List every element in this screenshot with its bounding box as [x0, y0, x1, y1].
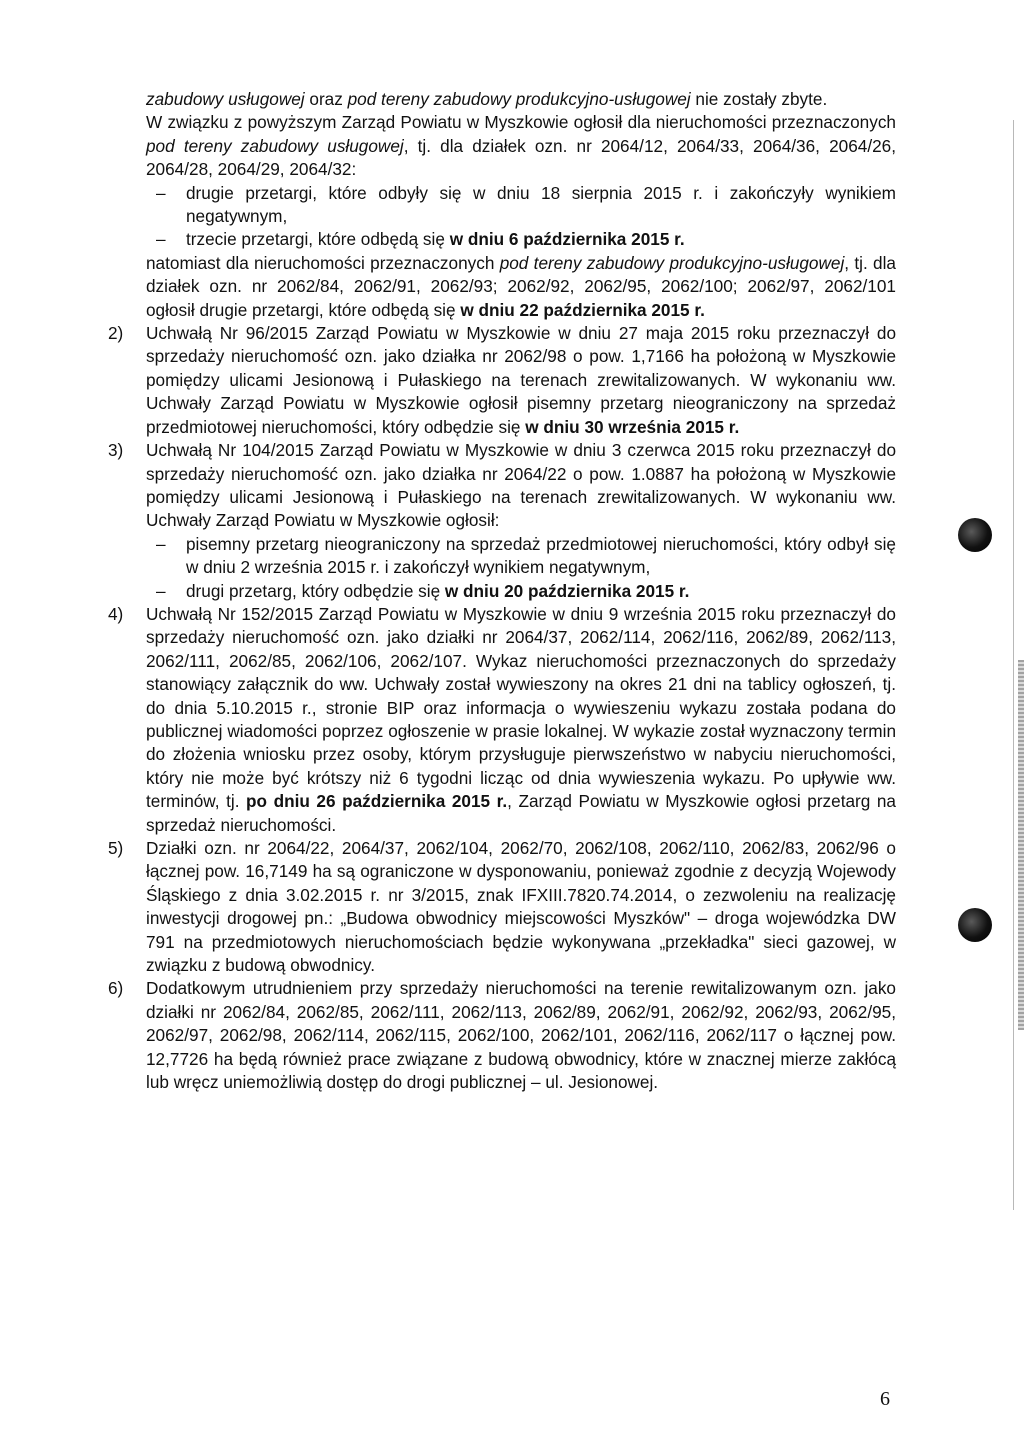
announcement-paragraph [108, 111, 896, 181]
list-item [146, 228, 896, 251]
item-text: Uchwałą Nr 152/2015 Zarząd Powiatu w Myszkowie w dniu 9 września 2015 roku przeznaczył do sprzedaży nieruchomość ozn. jako działki nr 2064/37, 2062/114, 2062/116, 2062/89, 2062/113, 2062/111, 2062/85, 2062/106, 2062/107. Wykaz nieruchomości przeznaczonych do sprzedaży stanowiący załącznik do ww. Uchwały został wywieszony na okres 21 dni na tablicy ogłoszeń, tj. do dnia 5.10.2015 r., stronie BIP oraz informacja o wywieszeniu wykazu została podana do publicznej wiadomości poprzez ogłoszenie w prasie lokalnej. W wykazie został wyznaczony termin do złożenia wniosku przez osoby, którym przysługuje pierwszeństwo w nabyciu nieruchomości, który nie może być krótszy niż 6 tygodni licząc od dnia wywieszenia wykazu. Po upływie ww. terminów, tj. [146, 603, 896, 812]
item-text: Uchwałą Nr 104/2015 Zarząd Powiatu w Myszkowie w dniu 3 czerwca 2015 roku przeznaczył do sprzedaży nieruchomość ozn. jako działka nr 2064/22 o pow. 1.0887 ha położoną w Myszkowie pomiędzy ulicami Jesionową i Pułaskiego na terenach zrewitalizowanych. W wykonaniu ww. Uchwały Zarząd Powiatu w Myszkowie ogłosił: [146, 440, 896, 531]
auction-list [108, 182, 896, 252]
announcement-start: W związku z powyższym Zarząd Powiatu w Myszkowie ogłosił dla nieruchomości przeznaczonych [146, 112, 896, 133]
item-number: 2) [108, 323, 124, 344]
announcement-end: , tj. dla działek ozn. nr 2064/12, 2064/33, 2064/36, 2064/26, 2064/28, 2064/29, 2064/32: [146, 135, 896, 180]
item-number: 3) [108, 440, 124, 461]
item-number: 5) [108, 838, 124, 858]
numbered-item-4 [108, 603, 896, 837]
item-bold: w dniu 30 września 2015 r. [525, 416, 740, 437]
punch-hole-bottom [958, 908, 992, 942]
list-item-text: trzecie przetargi, które odbędą się [186, 229, 450, 250]
page-number: 6 [880, 1388, 890, 1410]
binding-edge-strip [1018, 660, 1024, 1030]
list-item [146, 182, 896, 229]
list-item [146, 533, 896, 580]
binding-edge-line [1013, 120, 1014, 1210]
punch-hole-top [958, 518, 992, 552]
document-body [108, 88, 896, 1094]
paragraph-start: natomiast dla nieruchomości przeznaczonych [146, 252, 500, 273]
intro-tail: nie zostały zbyte. [690, 89, 828, 109]
list-item-bold: w dniu 20 października 2015 r. [444, 580, 690, 601]
item-sub-list [146, 533, 896, 603]
production-service-paragraph [108, 252, 896, 322]
item-tail: , Zarząd Powiatu w Myszkowie ogłosi przetarg na sprzedaż nieruchomości. [146, 791, 896, 835]
intro-italic-b: pod tereny zabudowy produkcyjno-usługowej [347, 89, 691, 109]
paragraph-bold: w dniu 22 października 2015 r. [460, 299, 705, 320]
intro-plain: oraz [304, 89, 348, 109]
item-text: Działki ozn. nr 2064/22, 2064/37, 2062/104, 2062/70, 2062/108, 2062/110, 2062/83, 2062/96 o łącznej pow. 16,7149 ha są ograniczone w dysponowaniu, ponieważ zgodnie z decyzją Wojewody Śląskiego z dnia 3.02.2015 r. nr 3/2015, znak IFXIII.7820.74.2014, o zezwoleniu na realizację inwestycji drogowej pn.: „Budowa obwodnicy miejscowości Myszków" – droga wojewódzka DW 791 na przedmiotowych nieruchomościach będzie wykonywana „przekładka" sieci gazowej, w związku z budową obwodnicy. [146, 838, 896, 976]
intro-paragraph [108, 88, 896, 111]
item-number: 6) [108, 978, 124, 999]
item-text: Dodatkowym utrudnieniem przy sprzedaży nieruchomości na terenie rewitalizowanym ozn. jako działki nr 2062/84, 2062/85, 2062/111, 2062/113, 2062/89, 2062/91, 2062/92, 2062/93, 2062/95, 2062/97, 2062/98, 2062/114, 2062/115, 2062/100, 2062/101, 2062/116, 2062/117 o łącznej pow. 12,7726 ha będą również prace związane z budową obwodnicy, które w znacznej mierze zakłócą lub wręcz uniemożliwią dostęp do drogi publicznej – ul. Jesionowej. [146, 978, 896, 1093]
numbered-item-2 [108, 322, 896, 439]
numbered-item-5 [108, 837, 896, 977]
list-item [146, 580, 896, 603]
list-item-text: drugi przetarg, który odbędzie się [186, 580, 445, 601]
numbered-item-3 [108, 439, 896, 603]
item-text: Uchwałą Nr 96/2015 Zarząd Powiatu w Myszkowie w dniu 27 maja 2015 roku przeznaczył do sprzedaży nieruchomość ozn. jako działka nr 2062/98 o pow. 1,7166 ha położoną w Myszkowie pomiędzy ulicami Jesionową i Pułaskiego na terenach zrewitalizowanych. W wykonaniu ww. Uchwały Zarząd Powiatu w Myszkowie ogłosił pisemny przetarg nieograniczony na sprzedaż przedmiotowej nieruchomości, który odbędzie się [146, 323, 896, 437]
paragraph-middle: , tj. dla działek ozn. nr 2062/84, 2062/91, 2062/93; 2062/92, 2062/95, 2062/100; 2062/97, 2062/101 ogłosił drugie przetargi, które odbędą się [146, 252, 896, 320]
numbered-item-6 [108, 977, 896, 1094]
list-item-text: drugie przetargi, które odbyły się w dniu 18 sierpnia 2015 r. i zakończyły wynikiem negatywnym, [186, 182, 896, 227]
intro-italic-a: zabudowy usługowej [146, 89, 305, 109]
list-item-bold: w dniu 6 października 2015 r. [449, 229, 685, 250]
paragraph-italic: pod tereny zabudowy produkcyjno-usługowej [499, 252, 845, 273]
announcement-italic: pod tereny zabudowy usługowej [146, 135, 404, 156]
item-bold: po dniu 26 października 2015 r. [246, 791, 508, 812]
item-number: 4) [108, 603, 124, 624]
list-item-text: pisemny przetarg nieograniczony na sprzedaż przedmiotowej nieruchomości, który odbył się w dniu 2 września 2015 r. i zakończył wynikiem negatywnym, [186, 533, 896, 578]
